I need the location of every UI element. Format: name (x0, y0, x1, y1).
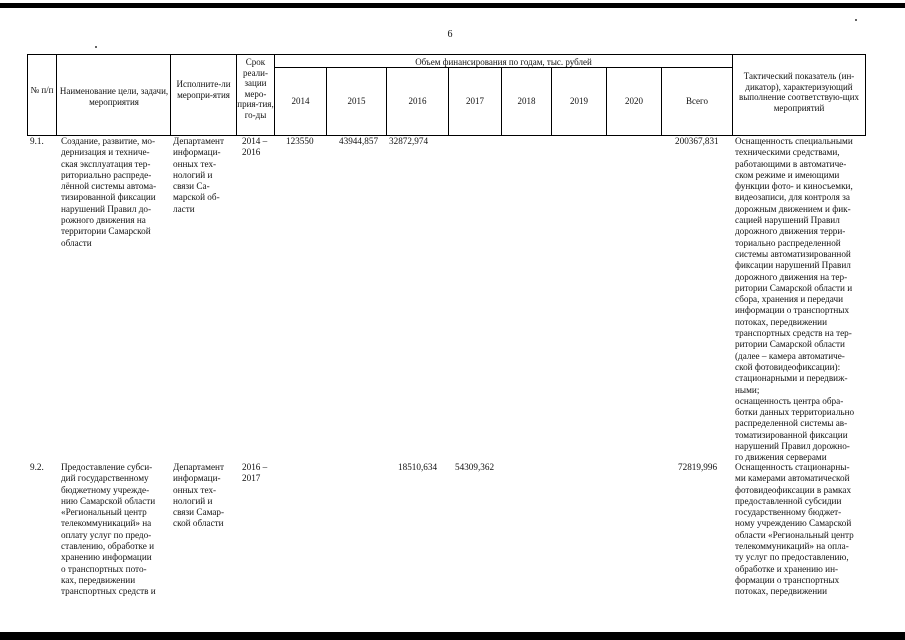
table-top-line (27, 54, 865, 55)
header-total: Всего (685, 96, 709, 106)
scan-speck (855, 19, 857, 21)
header-funding: Объем финансирования по годам, тыс. рублей (415, 57, 592, 67)
row-number: 9.1. (30, 136, 44, 146)
header-indicator: Тактический показатель (ин-дикатор), характеризующий выполнение соответствую-щих мероприятий (738, 71, 860, 113)
header-num: № п/п (30, 85, 54, 95)
page-number: 6 (447, 29, 453, 40)
col-border (865, 54, 866, 136)
row-executor: Департамент информаци- онных тех- нологий и связи Са- марской об- ласти (173, 136, 224, 214)
header-executor: Исполните-ли меропри-ятия (176, 79, 231, 100)
row-term: 2016 – 2017 (242, 462, 268, 484)
header-year: 2018 (517, 96, 536, 106)
header-term: Срок реали-зации меро-прия-тия, го-ды (237, 57, 274, 120)
header-year: 2014 (291, 96, 310, 106)
row-value-2017: 54309,362 (455, 462, 495, 472)
scan-speck (95, 46, 97, 48)
row-indicator: Оснащенность специальными техническими средствами, работающими в автоматиче- ском режиме и имеющими функции фото- и киносъемки, видеозаписи, для контроля за дорожным движением и фик- сацией нарушений Правил дорожного движения терри- ториально распределенной системы автоматизированной фиксации нарушений Правил дорожного движения на тер- ритории Самарской области и сбора, хранения и передачи информации о транспортных потоках, передвижении транспортных средств на тер- ритории Самарской области (далее – камера автоматиче- ской фотовидеофиксации): стационарными и передвиж- ными; оснащенность центра обра- ботки данных территориально распределенной системы ав- томатизированной фиксации нарушений Правил дорожно- го движения серверами (735, 136, 855, 463)
row-value-2014: 123550 (286, 136, 314, 146)
row-value-2015: 43944,857 (339, 136, 379, 146)
row-name: Создание, развитие, мо- дернизация и техниче- ская эксплуатация тер- риториально распреде- лённой системы автома- тизированной фиксации нарушений Правил до- рожного движения на территории Самарской области (61, 136, 157, 248)
header-year: 2016 (408, 96, 427, 106)
header-year: 2017 (466, 96, 484, 106)
row-indicator: Оснащенность стационарны- ми камерами автоматической фотовидеофиксации в рамках предоставленной субсидии государственному бюджет- ному учреждению Самарской области «Региональный центр телекоммуникаций» на опла- ту услуг по предоставлению, обработке и хранению ин- формации о транспортных потоках, передвижении (735, 462, 854, 597)
row-value-2016: 32872,974 (389, 136, 429, 146)
row-term: 2014 – 2016 (242, 136, 268, 158)
row-number: 9.2. (30, 462, 44, 472)
row-total: 72819,996 (678, 462, 718, 472)
header-year: 2020 (625, 96, 643, 106)
row-name: Предоставление субси- дий государственному бюджетному учрежде- нию Самарской области «Региональный центр телекоммуникаций» на оплату услуг по предо- ставлению, обработке и хранению информации о транспортных пото- ках, передвижении транспортных средств и (61, 462, 156, 597)
row-total: 200367,831 (675, 136, 719, 146)
header-year: 2015 (347, 96, 366, 106)
col-border (56, 54, 57, 136)
header-year: 2019 (570, 96, 588, 106)
row-value-2016: 18510,634 (398, 462, 438, 472)
col-border (732, 54, 733, 136)
top-border (0, 3, 905, 8)
bottom-border (0, 632, 905, 640)
row-executor: Департамент информаци- онных тех- нологий и связи Самар- ской области (173, 462, 225, 529)
header-name: Наименование цели, задачи, мероприятия (59, 86, 169, 107)
